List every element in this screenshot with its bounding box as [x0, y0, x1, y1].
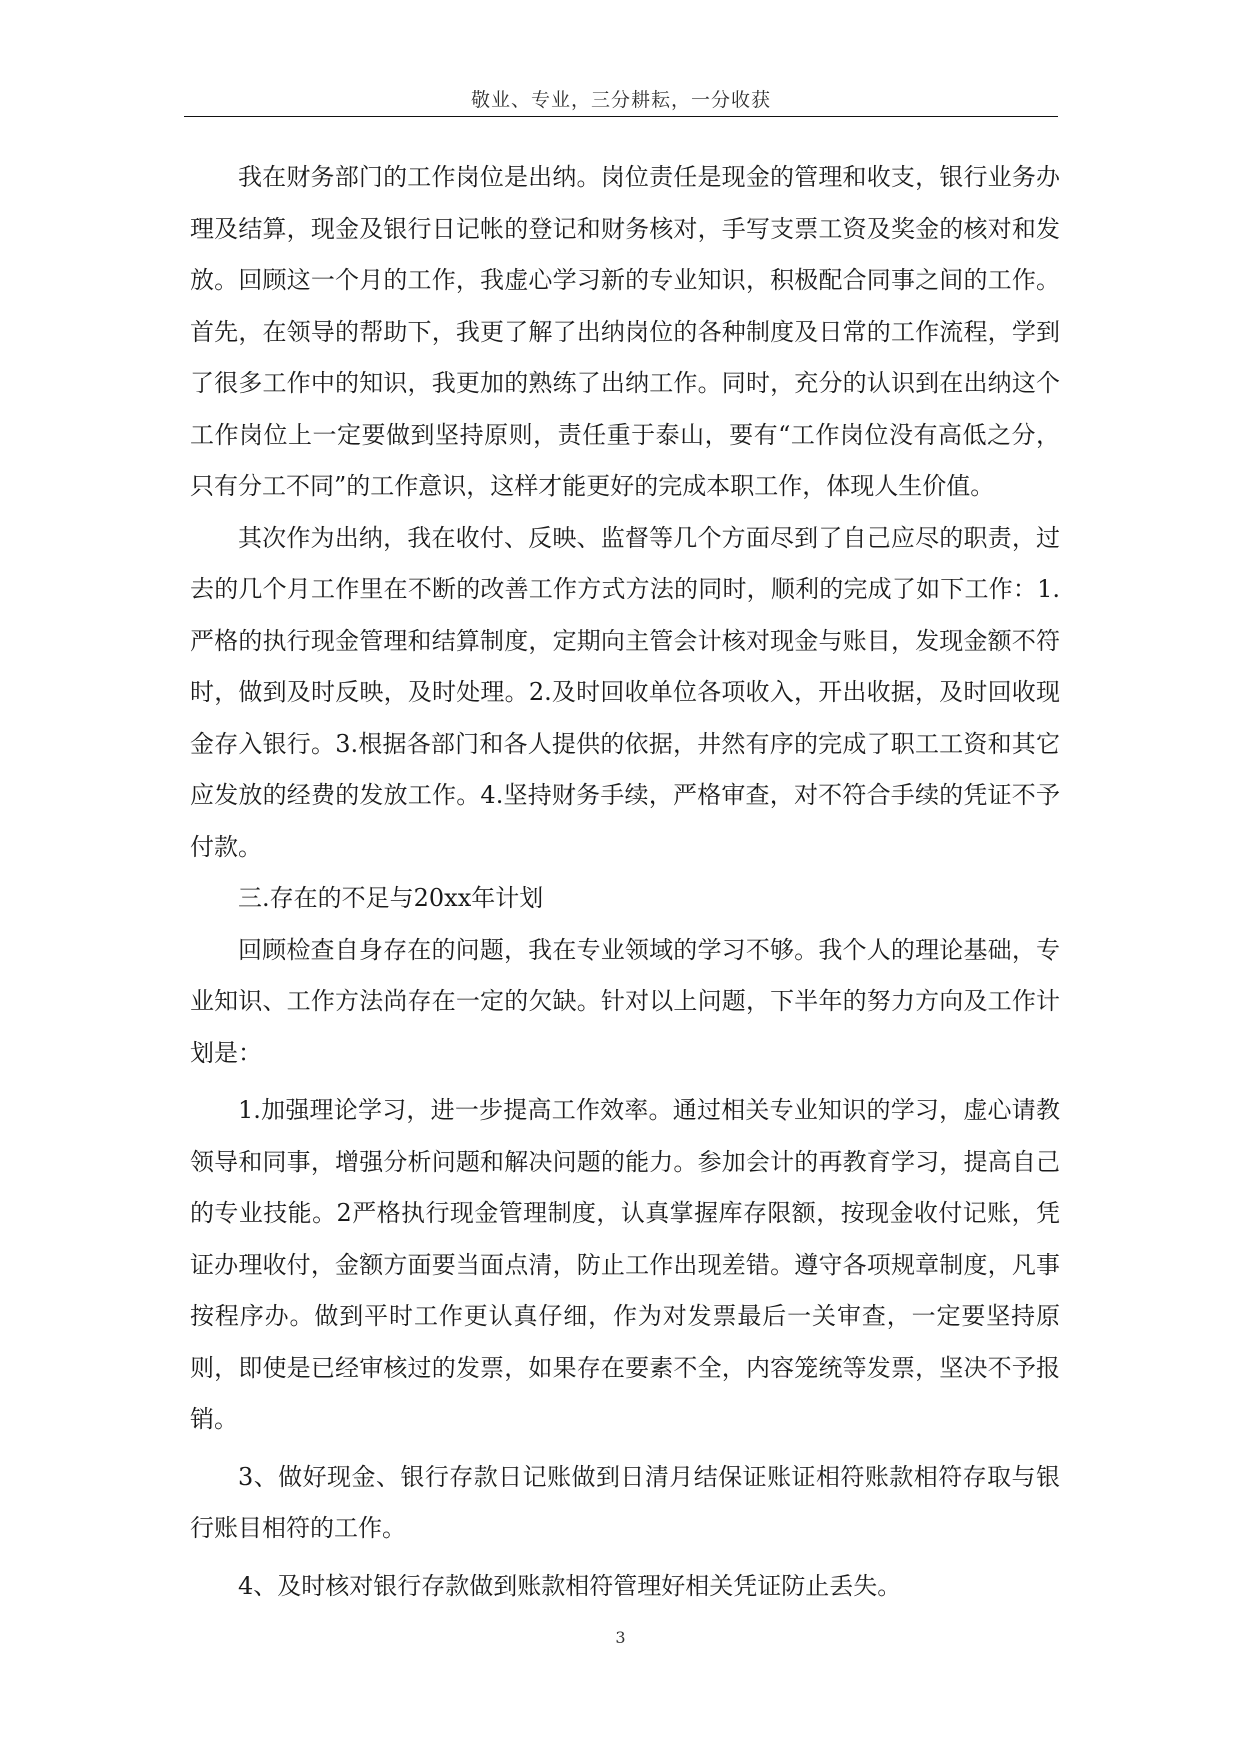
page-number: 3: [615, 1628, 626, 1647]
paragraph-plan-item-4: 4、及时核对银行存款做到账款相符管理好相关凭证防止丢失。: [238, 1571, 902, 1600]
document-body: [190, 152, 1060, 1612]
paragraph-plan-item-3: 3、做好现金、银行存款日记账做到日清月结保证账证相符账款相符存取与银行账目相符的工作。: [190, 1462, 1060, 1542]
paragraph-cashier-duties: 我在财务部门的工作岗位是出纳。岗位责任是现金的管理和收支，银行业务办理及结算，现金及银行日记帐的登记和财务核对，手写支票工资及奖金的核对和发放。回顾这一个月的工作，我虚心学习新的专业知识，积极配合同事之间的工作。首先，在领导的帮助下，我更了解了出纳岗位的各种制度及日常的工作流程，学到了很多工作中的知识，我更加的熟练了出纳工作。同时，充分的认识到在出纳这个工作岗位上一定要做到坚持原则，责任重于泰山，要有“工作岗位没有高低之分，只有分工不同”的工作意识，这样才能更好的完成本职工作，体现人生价值。: [190, 163, 1060, 500]
paragraph-work-completed: 其次作为出纳，我在收付、反映、监督等几个方面尽到了自己应尽的职责，过去的几个月工作里在不断的改善工作方式方法的同时，顺利的完成了如下工作：1.严格的执行现金管理和结算制度，定期向主管会计核对现金与账目，发现金额不符时，做到及时反映，及时处理。2.及时回收单位各项收入，开出收据，及时回收现金存入银行。3.根据各部门和各人提供的依据，井然有序的完成了职工工资和其它应发放的经费的发放工作。4.坚持财务手续，严格审查，对不符合手续的凭证不予付款。: [190, 523, 1060, 861]
header-divider: [184, 116, 1058, 117]
page-header-motto: 敬业、专业，三分耕耘，一分收获: [470, 89, 771, 111]
paragraph-self-review: 回顾检查自身存在的问题，我在专业领域的学习不够。我个人的理论基础，专业知识、工作方法尚存在一定的欠缺。针对以上问题，下半年的努力方向及工作计划是：: [190, 935, 1060, 1067]
section-heading-shortcomings-plan: 三.存在的不足与20xx年计划: [238, 884, 544, 912]
paragraph-plan-item-1-2: 1.加强理论学习，进一步提高工作效率。通过相关专业知识的学习，虚心请教领导和同事，增强分析问题和解决问题的能力。参加会计的再教育学习，提高自己的专业技能。2严格执行现金管理制度，认真掌握库存限额，按现金收付记账，凭证办理收付，金额方面要当面点清，防止工作出现差错。遵守各项规章制度，凡事按程序办。做到平时工作更认真仔细，作为对发票最后一关审查，一定要坚持原则，即使是已经审核过的发票，如果存在要素不全，内容笼统等发票，坚决不予报销。: [190, 1096, 1060, 1433]
